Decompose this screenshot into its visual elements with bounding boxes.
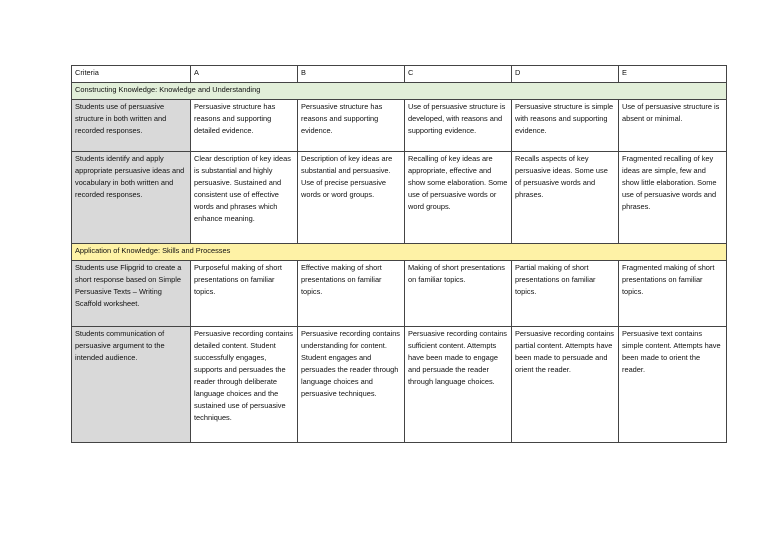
section-heading-application: [72, 244, 727, 261]
header-grade-d: D: [512, 66, 619, 83]
header-grade-e: E: [619, 66, 727, 83]
grade-cell-b: Persuasive structure has reasons and supporting evidence.: [298, 100, 405, 152]
criteria-cell: Students communication of persuasive argument to the intended audience.: [72, 327, 191, 443]
header-grade-b: B: [298, 66, 405, 83]
criteria-cell: Students use of persuasive structure in both written and recorded responses.: [72, 100, 191, 152]
grade-cell-b: Description of key ideas are substantial and persuasive. Use of precise persuasive words or word groups.: [298, 152, 405, 244]
header-grade-a: A: [191, 66, 298, 83]
table-row: [72, 327, 727, 443]
grade-cell-a: Persuasive structure has reasons and supporting detailed evidence.: [191, 100, 298, 152]
rubric-table: [71, 65, 727, 443]
grade-cell-e: Persuasive text contains simple content. Attempts have been made to orient the reader.: [619, 327, 727, 443]
grade-cell-c: Recalling of key ideas are appropriate, effective and show some elaboration. Some use of persuasive words or word groups.: [405, 152, 512, 244]
criteria-cell: Students use Flipgrid to create a short response based on Simple Persuasive Texts – Writing Scaffold worksheet.: [72, 261, 191, 327]
grade-cell-c: Persuasive recording contains sufficient content. Attempts have been made to engage and persuade the reader through language choices.: [405, 327, 512, 443]
section-title: Application of Knowledge: Skills and Processes: [72, 244, 727, 261]
grade-cell-d: Recalls aspects of key persuasive ideas. Some use of persuasive words and phrases.: [512, 152, 619, 244]
grade-cell-b: Effective making of short presentations on familiar topics.: [298, 261, 405, 327]
grade-cell-a: Purposeful making of short presentations on familiar topics.: [191, 261, 298, 327]
grade-cell-d: Persuasive structure is simple with reasons and supporting evidence.: [512, 100, 619, 152]
grade-cell-d: Persuasive recording contains partial content. Attempts have been made to persuade and orient the reader.: [512, 327, 619, 443]
grade-cell-e: Fragmented recalling of key ideas are simple, few and show little elaboration. Some use of persuasive words and phrases.: [619, 152, 727, 244]
grade-cell-c: Making of short presentations on familiar topics.: [405, 261, 512, 327]
grade-cell-a: Clear description of key ideas is substantial and highly persuasive. Sustained and consistent use of effective words and phrases which enhance meaning.: [191, 152, 298, 244]
header-grade-c: C: [405, 66, 512, 83]
section-title: Constructing Knowledge: Knowledge and Understanding: [72, 83, 727, 100]
grade-cell-c: Use of persuasive structure is developed, with reasons and supporting evidence.: [405, 100, 512, 152]
table-row: [72, 152, 727, 244]
grade-cell-a: Persuasive recording contains detailed content. Student successfully engages, supports and persuades the reader through deliberate language choices and the sustained use of persuasive techniques.: [191, 327, 298, 443]
criteria-cell: Students identify and apply appropriate persuasive ideas and vocabulary in both written and recorded responses.: [72, 152, 191, 244]
header-criteria: Criteria: [72, 66, 191, 83]
grade-cell-e: Use of persuasive structure is absent or minimal.: [619, 100, 727, 152]
grade-cell-e: Fragmented making of short presentations on familiar topics.: [619, 261, 727, 327]
table-row: [72, 261, 727, 327]
section-heading-knowledge: [72, 83, 727, 100]
grade-cell-d: Partial making of short presentations on familiar topics.: [512, 261, 619, 327]
table-row: [72, 100, 727, 152]
header-row: [72, 66, 727, 83]
grade-cell-b: Persuasive recording contains understanding for content. Student engages and persuades the reader through language choices and persuasive techniques.: [298, 327, 405, 443]
